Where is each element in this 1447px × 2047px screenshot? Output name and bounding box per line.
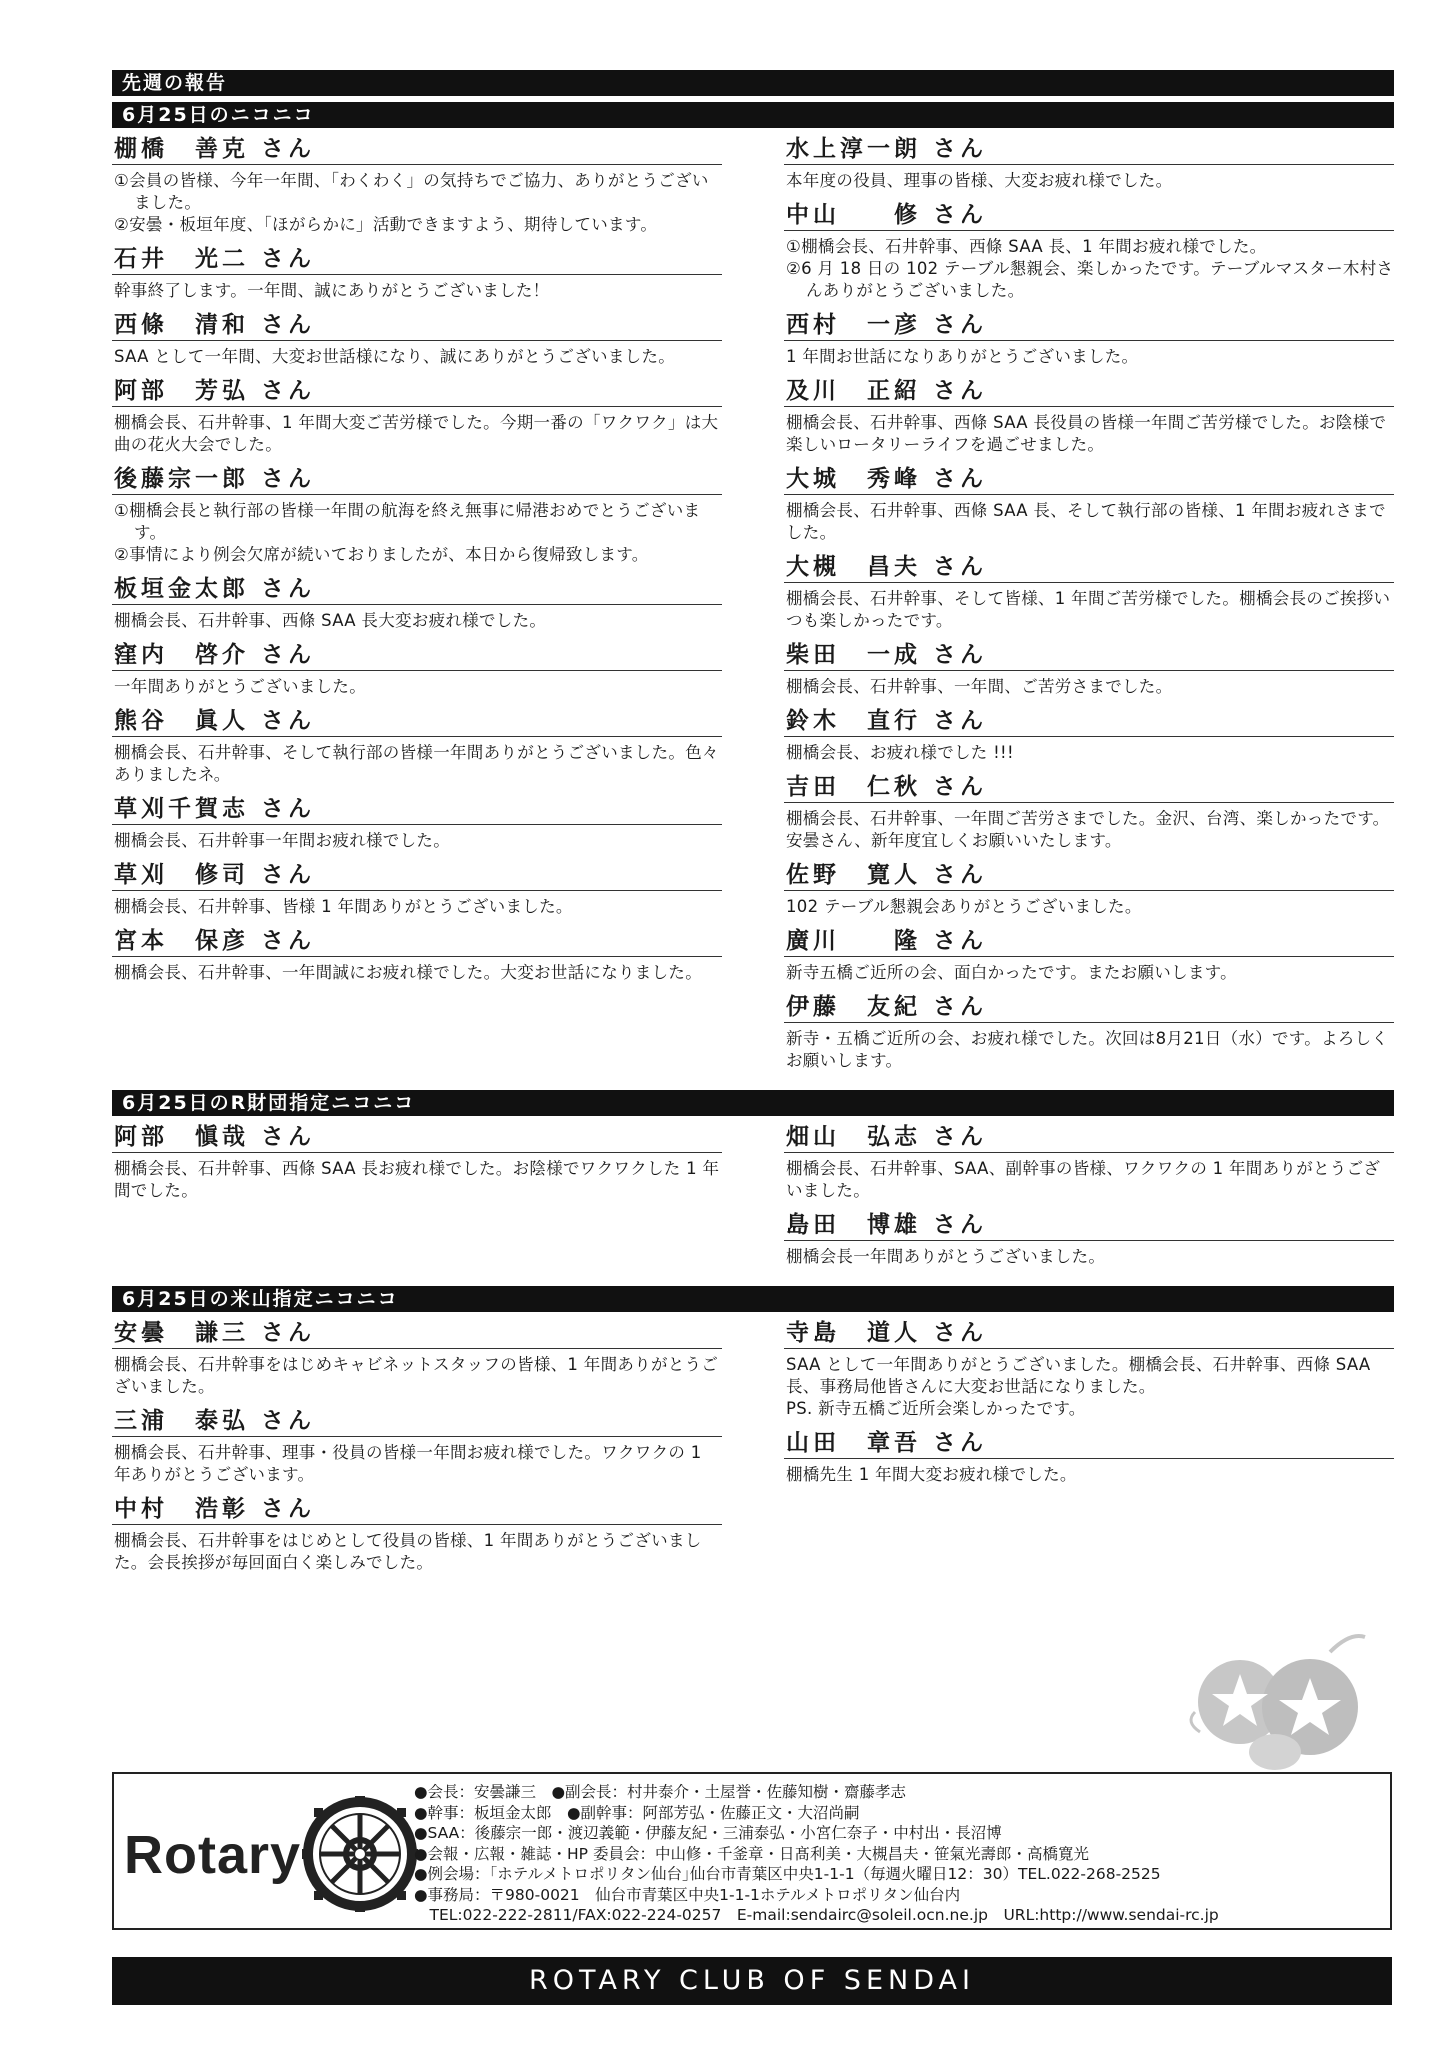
member-message xyxy=(784,891,1394,920)
member-name: 安曇 謙三 さん xyxy=(112,1318,722,1349)
club-info-line: ●会報・広報・雑誌・HP 委員会：中山修・千釜章・日髙利美・大槻昌夫・笹氣光壽郎・高橋寛光 xyxy=(414,1844,1089,1863)
member-name: 水上淳一朗 さん xyxy=(784,134,1394,165)
member-name: 草刈千賀志 さん xyxy=(112,794,722,825)
member-message xyxy=(112,165,722,238)
message-entry xyxy=(112,640,722,700)
message-line: ②安曇・板垣年度、「ほがらかに」活動できますよう、期待しています。 xyxy=(114,215,658,234)
member-name: 及川 正紹 さん xyxy=(784,376,1394,407)
member-name: 宮本 保彦 さん xyxy=(112,926,722,957)
member-name: 寺島 道人 さん xyxy=(784,1318,1394,1349)
message-entry xyxy=(112,926,722,986)
message-entry xyxy=(112,310,722,370)
page xyxy=(112,70,1394,1592)
message-line: 棚橋会長、石井幹事、一年間ご苦労さまでした。金沢、台湾、楽しかったです。安曇さん、新年度宜しくお願いいたします。 xyxy=(786,809,1390,850)
message-line: 棚橋会長、石井幹事、一年間誠にお疲れ様でした。大変お世話になりました。 xyxy=(114,963,702,982)
message-line: ①棚橋会長、石井幹事、西條 SAA 長、1 年間お疲れ様でした。 xyxy=(786,237,1267,256)
member-message xyxy=(784,341,1394,370)
member-name: 柴田 一成 さん xyxy=(784,640,1394,671)
message-line: 棚橋会長、石井幹事をはじめキャビネットスタッフの皆様、1 年間ありがとうございました。 xyxy=(114,1355,719,1396)
member-name: 吉田 仁秋 さん xyxy=(784,772,1394,803)
sections-container xyxy=(112,102,1394,1582)
message-line: SAA として一年間、大変お世話様になり、誠にありがとうございました。 xyxy=(114,347,676,366)
message-line: ①会員の皆様、今年一年間、「わくわく」の気持ちでご協力、ありがとうございました。 xyxy=(114,171,709,212)
member-name: 棚橋 善克 さん xyxy=(112,134,722,165)
message-entry xyxy=(784,1428,1394,1488)
section-title: 6月25日の米山指定ニコニコ xyxy=(112,1286,1394,1312)
message-entry xyxy=(112,860,722,920)
message-entry xyxy=(112,1494,722,1576)
member-name: 窪内 啓介 さん xyxy=(112,640,722,671)
member-name: 伊藤 友紀 さん xyxy=(784,992,1394,1023)
column-right xyxy=(784,1318,1394,1582)
member-name: 大城 秀峰 さん xyxy=(784,464,1394,495)
member-name: 西村 一彦 さん xyxy=(784,310,1394,341)
message-line: 新寺・五橋ご近所の会、お疲れ様でした。次回は8月21日（水）です。よろしくお願いします。 xyxy=(786,1029,1389,1070)
message-line: 棚橋会長、お疲れ様でした !!! xyxy=(786,743,1014,762)
member-name: 島田 博雄 さん xyxy=(784,1210,1394,1241)
member-name: 廣川 隆 さん xyxy=(784,926,1394,957)
member-message xyxy=(784,583,1394,634)
member-message xyxy=(784,737,1394,766)
message-entry xyxy=(112,706,722,788)
message-line: 棚橋会長、石井幹事、一年間、ご苦労さまでした。 xyxy=(786,677,1173,696)
message-line: ②6 月 18 日の 102 テーブル懇親会、楽しかったです。テーブルマスター木村さんありがとうございました。 xyxy=(786,259,1394,300)
column-right xyxy=(784,1122,1394,1276)
member-message xyxy=(112,825,722,854)
member-message xyxy=(112,1525,722,1576)
member-name: 阿部 愼哉 さん xyxy=(112,1122,722,1153)
message-entry xyxy=(784,200,1394,304)
member-name: 大槻 昌夫 さん xyxy=(784,552,1394,583)
column-left xyxy=(112,1318,722,1582)
message-line: 棚橋会長、石井幹事、そして執行部の皆様一年間ありがとうございました。色々ありましたネ。 xyxy=(114,743,719,784)
message-line: 棚橋先生 1 年間大変お疲れ様でした。 xyxy=(786,1465,1077,1484)
member-message xyxy=(784,803,1394,854)
member-name: 佐野 寛人 さん xyxy=(784,860,1394,891)
member-message xyxy=(784,407,1394,458)
message-entry xyxy=(784,1210,1394,1270)
member-name: 山田 章吾 さん xyxy=(784,1428,1394,1459)
message-line: 幹事終了します。一年間、誠にありがとうございました！ xyxy=(114,281,550,300)
nikoniko-section xyxy=(112,1090,1394,1276)
message-line: 棚橋会長、石井幹事、西條 SAA 長役員の皆様一年間ご苦労様でした。お陰様で楽しいロータリーライフを過ごせました。 xyxy=(786,413,1387,454)
member-message xyxy=(784,671,1394,700)
message-entry xyxy=(112,1122,722,1204)
club-info-line: ●会長：安曇謙三 ●副会長：村井泰介・土屋誉・佐藤知樹・齋藤孝志 xyxy=(414,1783,907,1801)
column-left xyxy=(112,1122,722,1276)
message-entry xyxy=(784,926,1394,986)
rotary-wheel-icon xyxy=(300,1794,420,1914)
member-name: 草刈 修司 さん xyxy=(112,860,722,891)
message-entry xyxy=(112,376,722,458)
member-name: 鈴木 直行 さん xyxy=(784,706,1394,737)
member-name: 板垣金太郎 さん xyxy=(112,574,722,605)
member-name: 阿部 芳弘 さん xyxy=(112,376,722,407)
club-info-line: ●事務局：〒980-0021 仙台市青葉区中央1-1-1ホテルメトロポリタン仙台内 xyxy=(414,1885,961,1904)
column-right xyxy=(784,134,1394,1080)
nikoniko-section xyxy=(112,102,1394,1080)
message-line: 一年間ありがとうございました。 xyxy=(114,677,366,696)
member-message xyxy=(784,165,1394,194)
message-entry xyxy=(784,376,1394,458)
club-info-box xyxy=(112,1772,1392,1930)
message-line: 棚橋会長、石井幹事、西條 SAA 長お疲れ様でした。お陰様でワクワクした 1 年間でした。 xyxy=(114,1159,720,1200)
message-line: ①棚橋会長と執行部の皆様一年間の航海を終え無事に帰港おめでとうございます。 xyxy=(114,501,701,542)
member-message xyxy=(784,1023,1394,1074)
member-message xyxy=(112,341,722,370)
message-line: 棚橋会長、石井幹事、皆様 1 年間ありがとうございました。 xyxy=(114,897,573,916)
message-entry xyxy=(784,552,1394,634)
message-entry xyxy=(112,464,722,568)
message-entry xyxy=(112,134,722,238)
message-entry xyxy=(784,772,1394,854)
message-entry xyxy=(112,1318,722,1400)
member-message xyxy=(784,957,1394,986)
message-line: 棚橋会長、石井幹事をはじめとして役員の皆様、1 年間ありがとうございました。会長挨拶が毎回面白く楽しみでした。 xyxy=(114,1531,702,1572)
member-message xyxy=(112,737,722,788)
column-left xyxy=(112,134,722,1080)
member-message xyxy=(784,1459,1394,1488)
member-message xyxy=(112,891,722,920)
member-name: 後藤宗一郎 さん xyxy=(112,464,722,495)
rotary-logo-text: Rotary xyxy=(124,1825,302,1885)
message-line: 棚橋会長一年間ありがとうございました。 xyxy=(786,1247,1106,1266)
member-name: 三浦 泰弘 さん xyxy=(112,1406,722,1437)
member-message xyxy=(112,1437,722,1488)
member-message xyxy=(112,275,722,304)
message-line: ②事情により例会欠席が続いておりましたが、本日から復帰致します。 xyxy=(114,545,649,564)
message-line: 新寺五橋ご近所の会、面白かったです。またお願いします。 xyxy=(786,963,1237,982)
message-line: 棚橋会長、石井幹事、SAA、副幹事の皆様、ワクワクの 1 年間ありがとうございました。 xyxy=(786,1159,1381,1200)
message-entry xyxy=(784,640,1394,700)
report-header: 先週の報告 xyxy=(112,70,1394,96)
member-name: 熊谷 眞人 さん xyxy=(112,706,722,737)
member-message xyxy=(784,231,1394,304)
message-entry xyxy=(784,860,1394,920)
message-line: PS. 新寺五橋ご近所会楽しかったです。 xyxy=(786,1399,1086,1418)
club-info-lines xyxy=(414,1782,1219,1926)
member-message xyxy=(112,1349,722,1400)
member-message xyxy=(112,957,722,986)
member-message xyxy=(784,1153,1394,1204)
message-line: 本年度の役員、理事の皆様、大変お疲れ様でした。 xyxy=(786,171,1173,190)
message-entry xyxy=(112,1406,722,1488)
member-name: 畑山 弘志 さん xyxy=(784,1122,1394,1153)
message-line: 棚橋会長、石井幹事、1 年間大変ご苦労様でした。今期一番の「ワクワク」は大曲の花火大会でした。 xyxy=(114,413,719,454)
message-line: 棚橋会長、石井幹事、そして皆様、1 年間ご苦労様でした。棚橋会長のご挨拶いつも楽しかったです。 xyxy=(786,589,1391,630)
morning-glory-illustration xyxy=(1180,1612,1380,1772)
message-entry xyxy=(112,244,722,304)
message-line: 棚橋会長、石井幹事、理事・役員の皆様一年間お疲れ様でした。ワクワクの 1 年ありがとうございます。 xyxy=(114,1443,702,1484)
club-name-banner: ROTARY CLUB OF SENDAI xyxy=(112,1957,1392,2005)
member-name: 中山 修 さん xyxy=(784,200,1394,231)
message-entry xyxy=(784,992,1394,1074)
message-entry xyxy=(784,310,1394,370)
member-message xyxy=(112,605,722,634)
message-line: 棚橋会長、石井幹事、西條 SAA 長大変お疲れ様でした。 xyxy=(114,611,547,630)
member-name: 中村 浩彰 さん xyxy=(112,1494,722,1525)
nikoniko-section xyxy=(112,1286,1394,1582)
member-message xyxy=(112,1153,722,1204)
club-info-line: ●SAA：後藤宗一郎・渡辺義範・伊藤友紀・三浦泰弘・小宮仁奈子・中村出・長沼博 xyxy=(414,1824,1002,1842)
message-entry xyxy=(784,134,1394,194)
member-message xyxy=(784,495,1394,546)
club-info-line[interactable]: TEL:022-222-2811/FAX:022-224-0257 E-mail:sendairc@soleil.ocn.ne.jp URL:http://www.sendai-rc.jp xyxy=(414,1906,1219,1924)
message-entry xyxy=(112,794,722,854)
message-line: 棚橋会長、石井幹事一年間お疲れ様でした。 xyxy=(114,831,450,850)
club-info-line: ●幹事：板垣金太郎 ●副幹事：阿部芳弘・佐藤正文・大沼尚嗣 xyxy=(414,1803,860,1822)
message-entry xyxy=(784,706,1394,766)
section-title: 6月25日のR財団指定ニコニコ xyxy=(112,1090,1394,1116)
member-message xyxy=(112,407,722,458)
member-name: 石井 光二 さん xyxy=(112,244,722,275)
message-line: SAA として一年間ありがとうございました。棚橋会長、石井幹事、西條 SAA 長、事務局他皆さんに大変お世話になりました。 xyxy=(786,1355,1371,1396)
message-entry xyxy=(784,1122,1394,1204)
message-line: 棚橋会長、石井幹事、西條 SAA 長、そして執行部の皆様、1 年間お疲れさまでした。 xyxy=(786,501,1386,542)
section-title: 6月25日のニコニコ xyxy=(112,102,1394,128)
club-info-line: ●例会場：｢ホテルメトロポリタン仙台｣仙台市青葉区中央1-1-1（毎週火曜日12：30）TEL.022-268-2525 xyxy=(414,1865,1161,1883)
message-entry xyxy=(112,574,722,634)
member-message xyxy=(784,1349,1394,1422)
member-message xyxy=(784,1241,1394,1270)
member-message xyxy=(112,671,722,700)
message-line: 1 年間お世話になりありがとうございました。 xyxy=(786,347,1139,366)
member-name: 西條 清和 さん xyxy=(112,310,722,341)
member-message xyxy=(112,495,722,568)
message-entry xyxy=(784,464,1394,546)
message-line: 102 テーブル懇親会ありがとうございました。 xyxy=(786,897,1142,916)
message-entry xyxy=(784,1318,1394,1422)
